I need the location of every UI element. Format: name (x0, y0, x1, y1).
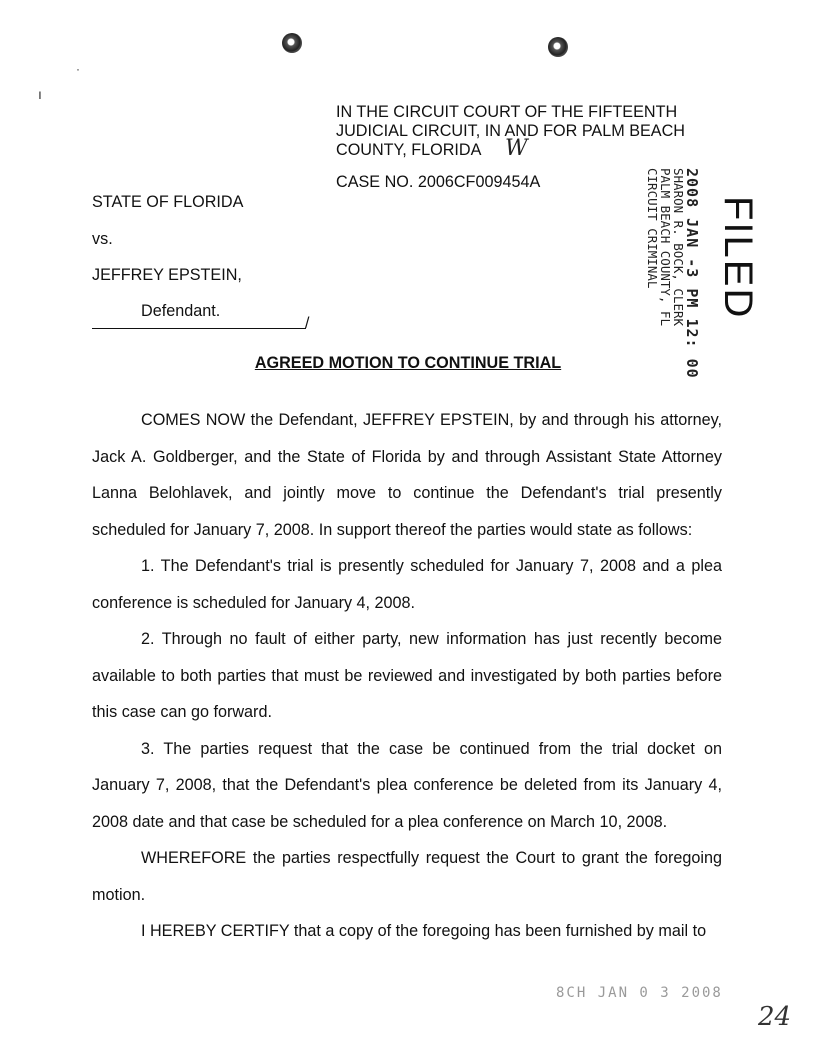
caption-slash: / (305, 315, 310, 332)
handwritten-page-mark: 24 (758, 1002, 792, 1032)
court-line-1: IN THE CIRCUIT COURT OF THE FIFTEENTH (336, 103, 678, 121)
caption-defendant-label: Defendant. (141, 302, 221, 320)
paragraph-certify: I HEREBY CERTIFY that a copy of the foregoing has been furnished by mail to (141, 922, 707, 940)
court-line-3: COUNTY, FLORIDA (336, 141, 482, 159)
motion-body (92, 402, 722, 950)
case-number: CASE NO. 2006CF009454A (336, 173, 541, 191)
paragraph-intro: COMES NOW the Defendant, JEFFREY EPSTEIN, by and through his attorney, Jack A. Goldberger, and the State of Florida by and through Assistant State Attorney Lanna Belohlavek, and jointly move to continue the Defendant's trial presently scheduled for January 7, 2008. In support thereof the parties would state as follows: (92, 411, 722, 539)
paragraph-wherefore: WHEREFORE the parties respectfully request the Court to grant the foregoing motion. (92, 849, 722, 904)
court-line-2: JUDICIAL CIRCUIT, IN AND FOR PALM BEACH (336, 122, 685, 140)
caption-signature-line (92, 328, 306, 329)
received-stamp: 8CH JAN 0 3 2008 (556, 985, 723, 1001)
clerk-line-2: PALM BEACH COUNTY, FL (658, 168, 673, 327)
document-title-text: AGREED MOTION TO CONTINUE TRIAL (254, 354, 562, 372)
filed-stamp-date: 2008 JAN -3 PM 12: 00 (683, 168, 701, 379)
paragraph-2: 2. Through no fault of either party, new information has just recently become available to both parties that must be reviewed and investigated by both parties before this case can go forward. (92, 630, 722, 721)
clerk-line-3: CIRCUIT CRIMINAL (645, 168, 660, 289)
paragraph-1: 1. The Defendant's trial is presently scheduled for January 7, 2008 and a plea conference is scheduled for January 4, 2008. (92, 557, 722, 612)
caption-versus: vs. (92, 230, 113, 248)
hole-punch-left (282, 33, 302, 53)
caption-defendant-name: JEFFREY EPSTEIN, (92, 266, 242, 284)
court-heading (336, 103, 776, 160)
paragraph-3: 3. The parties request that the case be continued from the trial docket on January 7, 2008, that the Defendant's plea conference be deleted from its January 4, 2008 date and that case be scheduled for a plea conference on March 10, 2008. (92, 739, 722, 831)
filed-stamp: FILED (716, 196, 760, 320)
clerk-line-1: SHARON R. BOCK, CLERK (671, 168, 686, 327)
handwritten-initial: W (505, 136, 528, 161)
hole-punch-right (548, 37, 568, 57)
caption-plaintiff: STATE OF FLORIDA (92, 193, 244, 211)
filed-stamp-clerk (646, 168, 685, 326)
stray-mark: ı (38, 86, 42, 102)
stray-mark: · (76, 62, 80, 76)
document-title (0, 354, 816, 373)
